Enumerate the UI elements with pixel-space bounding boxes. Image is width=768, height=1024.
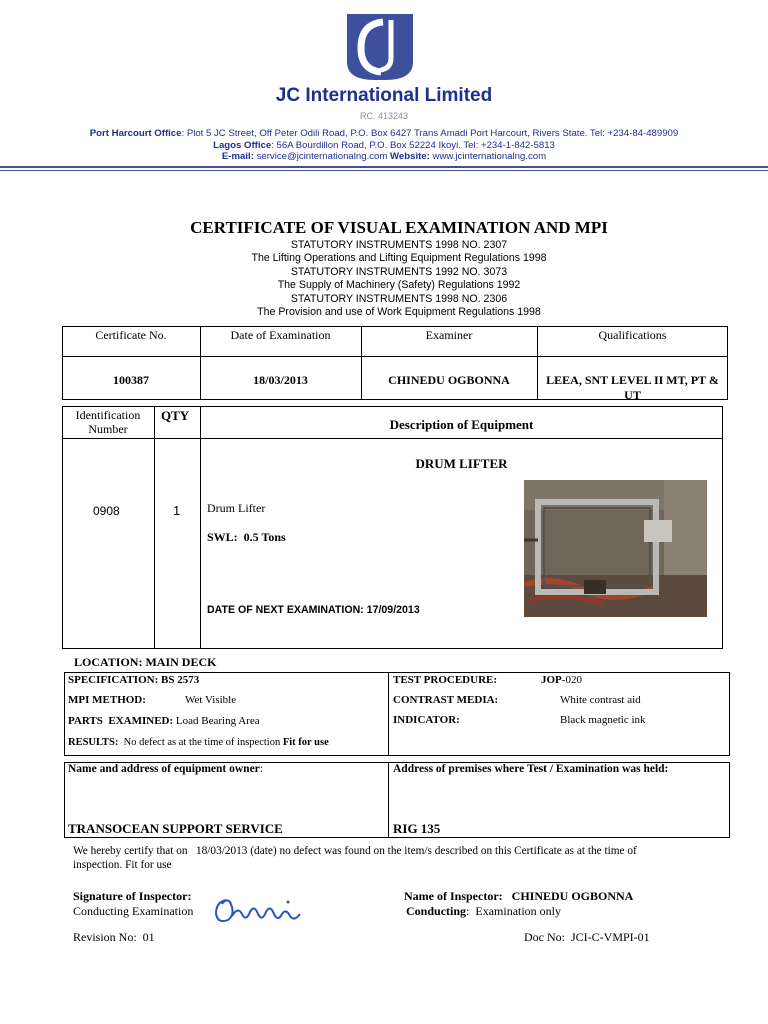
contact-line — [0, 151, 768, 162]
swl-value: SWL: 0.5 Tons — [207, 530, 286, 544]
statutory-line: STATUTORY INSTRUMENTS 1998 NO. 2306 — [290, 292, 508, 305]
header-examiner: Examiner — [425, 328, 473, 342]
specification: SPECIFICATION: BS 2573 — [68, 674, 200, 686]
parts-value: Load Bearing Area — [173, 715, 260, 727]
equipment-description: Drum Lifter — [207, 501, 266, 515]
test-procedure-label: TEST PROCEDURE: — [393, 674, 498, 686]
certify-line: We hereby certify that on 18/03/2013 (date) no defect was found on the item/s described on this Certificate as at the time of — [73, 845, 637, 857]
lagos-label: Lagos Office — [213, 140, 272, 151]
conducting — [406, 904, 561, 919]
premises-label: Address of premises where Test / Examination was held: — [393, 763, 669, 775]
equipment-photo — [524, 480, 707, 617]
header-divider-top — [0, 166, 768, 168]
statutory-line: The Lifting Operations and Lifting Equipment Regulations 1998 — [251, 252, 547, 265]
conducting-value: : Examination only — [466, 904, 562, 918]
office-address-lagos — [0, 140, 768, 151]
mpi-method-label: MPI METHOD: — [68, 694, 146, 706]
date-of-examination-value: 18/03/2013 — [253, 373, 308, 387]
revision-number: Revision No: 01 — [73, 930, 155, 944]
indicator-label: INDICATOR: — [393, 714, 460, 726]
identification-number-header: Identification Number — [75, 408, 141, 436]
parts-label: PARTS EXAMINED: — [68, 715, 174, 727]
lagos-text: : 56A Bourdillon Road, P.O. Box 52224 Ikoyi. Tel: +234-1-842-5813 — [271, 140, 555, 151]
inspector-name — [404, 889, 633, 904]
description-header: Description of Equipment — [389, 417, 534, 432]
mpi-method-value: Wet Visible — [185, 694, 237, 706]
qty-header: QTY — [161, 408, 190, 423]
website-label: Website: — [390, 151, 430, 162]
ph-text: : Plot 5 JC Street, Off Peter Odili Road, P.O. Box 6427 Trans Amadi Port Harcourt, Rivers State. Tel: +234-84-489909 — [181, 128, 679, 139]
office-address-ph — [0, 128, 768, 139]
statutory-line: The Supply of Machinery (Safety) Regulations 1992 — [277, 279, 521, 292]
equipment-name: DRUM LIFTER — [415, 456, 508, 471]
document-number: Doc No: JCI-C-VMPI-01 — [524, 930, 650, 944]
ph-label: Port Harcourt Office — [89, 128, 182, 139]
inspector-name-value: CHINEDU OGBONNA — [511, 889, 634, 903]
conducting-label: Conducting — [406, 904, 467, 918]
company-name: JC International Limited — [275, 85, 493, 106]
test-value-prefix: JOP — [541, 674, 562, 686]
premises-value: RIG 135 — [393, 821, 441, 836]
statutory-line: The Provision and use of Work Equipment Regulations 1998 — [257, 306, 541, 319]
contrast-media-value: White contrast aid — [560, 694, 641, 706]
examiner-value: CHINEDU OGBONNA — [388, 373, 510, 387]
owner-label-text: Name and address of equipment owner — [68, 763, 260, 775]
statutory-lines — [0, 239, 768, 319]
inspector-signature — [212, 892, 312, 932]
header-divider-bottom — [0, 170, 768, 171]
email-value[interactable]: service@jcinternationalng.com — [253, 151, 388, 162]
owner-value: TRANSOCEAN SUPPORT SERVICE — [68, 821, 283, 836]
header-qualifications: Qualifications — [598, 328, 667, 342]
certificate-no-value: 100387 — [113, 373, 149, 387]
qty-value: 1 — [173, 503, 181, 518]
location: LOCATION: MAIN DECK — [74, 655, 217, 669]
statutory-line: STATUTORY INSTRUMENTS 1998 NO. 2307 — [290, 239, 508, 251]
header-certificate-no: Certificate No. — [95, 328, 167, 342]
qualifications-value: LEEA, SNT LEVEL II MT, PT & UT — [546, 373, 719, 402]
signature-sub-label: Conducting Examination — [73, 904, 194, 918]
website-value[interactable]: www.jcinternationalng.com — [429, 151, 547, 162]
contrast-media-label: CONTRAST MEDIA: — [393, 694, 499, 706]
results-fit: Fit for use — [282, 737, 329, 748]
results-label: RESULTS: — [68, 737, 119, 748]
certification-statement — [73, 845, 733, 872]
next-examination-date: DATE OF NEXT EXAMINATION: 17/09/2013 — [207, 604, 420, 616]
test-value-suffix: -020 — [561, 674, 582, 686]
results-value: No defect as at the time of inspection — [123, 737, 283, 748]
owner-label-colon: : — [259, 763, 263, 775]
test-procedure-value — [541, 674, 582, 686]
table-divider — [200, 406, 201, 649]
table-divider — [62, 438, 723, 439]
inspector-name-label: Name of Inspector: — [404, 889, 503, 903]
indicator-value: Black magnetic ink — [560, 714, 646, 726]
table-divider — [154, 406, 155, 649]
table-divider — [62, 356, 728, 357]
identification-number-value: 0908 — [93, 504, 120, 518]
rc-number: RC. 413243 — [359, 111, 409, 121]
owner-label — [68, 763, 263, 775]
table-divider — [388, 672, 389, 756]
company-logo — [345, 12, 415, 82]
table-divider — [388, 762, 389, 838]
signature-label: Signature of Inspector: — [73, 889, 192, 903]
parts-examined — [68, 715, 260, 727]
results — [68, 737, 329, 748]
certificate-title: CERTIFICATE OF VISUAL EXAMINATION AND MPI — [190, 218, 608, 237]
statutory-line: STATUTORY INSTRUMENTS 1992 NO. 3073 — [290, 265, 508, 278]
header-date-of-examination: Date of Examination — [230, 328, 331, 342]
email-label: E-mail: — [221, 151, 254, 162]
certify-line: inspection. Fit for use — [73, 858, 172, 871]
